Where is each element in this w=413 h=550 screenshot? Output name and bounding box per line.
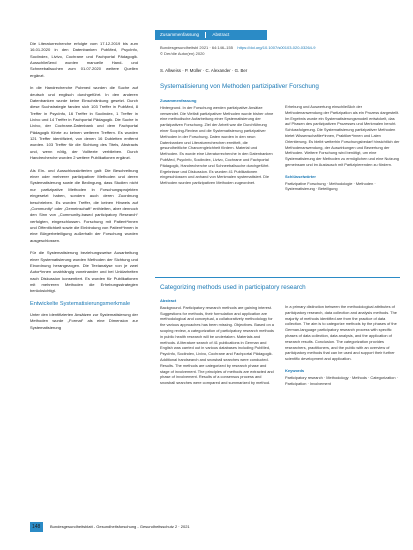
abstract-tab-bar: [155, 30, 267, 40]
german-abstract-text-2: Erhebung und Auswertung einschließlich der Methodenanwendung der Partizipation als ein Prozess dargestellt. Im Ergebnis wurde ein Systematisierungsmodell entwickelt, das auf Phasen des partizipativen Prozesses und Merkmalen beruht. Schlussfolgerung. Die Systematisierung partizipativer Methoden bietet Wissenschaftler*innen, Praktiker*innen und Laien Orientierung. Es bleibt weiterhin Forschungsbedarf hinsichtlich der Methodenanwendung, der Auswirkungen und Bewertung der Methoden. Weitere Forschung wird benötigt, um eine Systematisierung der Methoden zu ermöglichen und eine Nutzung gemeinsam und im Austausch mit Partizipierenden zu fördern.: [285, 104, 400, 167]
english-keywords: Participatory research · Methodology · Methods · Categorization · Participation · Involvement: [285, 374, 398, 386]
page-footer: [0, 522, 413, 534]
left-paragraph-1: Die Literaturrecherche erfolgte vom 17.12.2019 bis zum 16.01.2020 in den Datenbanken PubMed, PsycInfo, Sociindex, Livivo, Cochrane und Fachportal Pädagogik. Ausschließend wurden manuelle Hand- und Schneeballsuchen zum 01.07.2020 weitere Quellen ergänzt.: [30, 41, 138, 78]
left-paragraph-4: Für die Systematisierung beziehungsweise Ausarbeitung einer Systematisierung wurden Methoden der Sichtung und Einordnung herangezogen. Die Textanalyse von je zwei Autor*innen unabhängig voneinander und bei Unklarheiten nach Diskussion konsentiert. Es wurden für Publikationen mit mehreren Methoden die Erhebungsstrategien berücksichtigt.: [30, 250, 138, 294]
article-reference: [160, 45, 400, 57]
abstract-heading: Abstract: [160, 298, 177, 303]
english-abstract-col1: [160, 298, 275, 386]
left-paragraph-5: Unter den identifizierten Ansätzen zur Systematisierung der Methoden wurde „Format“ als eine Dimension zur Systematisierung: [30, 311, 138, 330]
english-abstract-col2: [285, 304, 400, 386]
english-abstract-text-1: Background. Participatory research methods are gaining interest. Suggestions for methods, their formulation and application are methodological and conceptual, a collaboratively methodology for the various approaches has been missing. Objectives. Based on a scoping review, a categorization of participatory research methods in public health research will be undertaken. Materials and methods. A literature search of 41 publications in German and English was carried out in various databases including PubMed, PsycInfo, Sociindex, Livivo, Cochrane and Fachportal Pädagogik. Additional handsearch and snowball searches were conducted. Results. The methods are categorized by research phase and stage of involvement. The principles of methods are extracted and phase of involvement. Results of a consensus process and snowball searches were compared and summarized by method.: [160, 304, 274, 386]
german-keywords: Partizipative Forschung · Methodologie · Methoden · Systematisierung · Beteiligung: [285, 180, 376, 192]
german-abstract-col1: [160, 98, 275, 186]
authors-line: S. Allweiss · P. Müller · C. Alexander · G. Ber: [160, 68, 248, 73]
schluesselwoerter-heading: Schlüsselwörter: [285, 173, 316, 179]
left-paragraph-3: Als Ein- und Ausschlusskriterien galt: Die Beschreibung einer oder mehrerer partizipativer Methoden und deren Systematisierung sowie die Bedingung, dass Studien nicht nur partizipative Methoden in Forschungsprojekten eingesetzt haben, sondern auch deren Zuordnung beschrieben. Es wurden Treffer, die keinen Hinweis auf „Community“ oder „Gemeinschaft“ enthielten, aber dennoch den Sinn von „Community-based participatory Research“ verfolgten, eingeschlossen. Forschung mit Patient*innen und Öffentlichkeit sowie die Einbindung von Patient*innen in eine Bürgerbeteiligung außerhalb der Forschung wurden ausgeschlossen.: [30, 167, 138, 243]
left-paragraph-2: In die Handrecherche Pubmed wurden die Suche auf deutsch und englisch durchgeführt. In den anderen Datenbanken wurde keine Einschränkung gesetzt. Durch diese Suchstrategie fanden sich 103 Treffer in PubMed, 8 Treffer in PsycInfo, 16 Treffer in Sociindex, 1 Treffer in Livivo und 14 Treffer in Fachportal Pädagogik. Die Suche in Livivo, der Cochrane-Datenbank und dem Fachportal Pädagogik führte zu keinen weiteren Treffern. Es wurden 121 Treffer identifiziert, von denen 16 Dubletten entfernt wurden. 103 Treffer für die Sichtung des Titels, Abstracts und, wenn nötig, der Volltexte verblieben. Durch Handrecherche wurden 2 weitere Publikationen ergänzt.: [30, 85, 138, 161]
left-column: [30, 41, 138, 337]
tab-zusammenfassung[interactable]: Zusammenfassung: [160, 32, 200, 37]
page-number: 148: [32, 524, 41, 530]
section-heading: Entwickelte Systematisierungsmerkmale: [30, 300, 131, 307]
german-abstract-col2: [285, 104, 400, 192]
tab-separator: [205, 32, 206, 38]
english-title: Categorizing methods used in participatory research: [160, 284, 306, 291]
german-abstract-text-1: Hintergrund. In der Forschung werden partizipative Ansätze verwendet. Die Vielfalt partizipativer Methoden wurde bisher ohne eine methodische Aufarbeitung einer Systematisierung der partizipativen Forschung. Ziel der Arbeit war die Durchführung einer Scoping-Review und die Systematisierung partizipativer Methoden in der Forschung. Daten wurden in den neun Datenbanken und Literaturrecherchen ermittelt, die gesundheitliche Chancengleichheit fördern. Material und Methoden. Es wurde eine Literaturrecherche in den Datenbanken PubMed, PsycInfo, Sociindex, Livivo, Cochrane und Fachportal Pädagogik, Handrecherche und Schneeballsuche durchgeführt. Ergebnisse und Diskussion. Es wurden 41 Publikationen eingeschlossen und anhand von Merkmalen systematisiert. Die Methoden wurden partizipativen Methoden zugeordnet.: [160, 104, 274, 186]
german-title: Systematisierung von Methoden partizipativer Forschung: [160, 83, 319, 90]
section-divider: [155, 277, 400, 278]
doi-link[interactable]: https://doi.org/10.1007/s00103-020-03264-9: [237, 45, 316, 50]
keywords-heading: Keywords: [285, 367, 305, 373]
english-abstract-text-2: In a primary distinction between the methodological attributes of participatory research, data collection and analysis methods. The majority of methods identified are from the practice of data collection. The aim is to categorize methods by the phases of the German-language participatory research process with specific phases of data collection, data analysis, and the application of research results. Conclusion. The categorization provides researchers, practitioners, and the public with an overview of participatory methods that can be used and support their further scientific development and application.: [285, 304, 397, 362]
tab-abstract[interactable]: Abstract: [212, 32, 230, 37]
zusammenfassung-heading: Zusammenfassung: [160, 98, 197, 103]
journal-citation: Bundesgesundheitsbl 2021 · 64:146–155: [160, 45, 233, 50]
footer-journal: Bundesgesundheitsblatt - Gesundheitsforschung - Gesundheitsschutz 2 · 2021: [50, 524, 190, 529]
copyright-line: © Der/die Autor(en) 2020: [160, 51, 205, 56]
